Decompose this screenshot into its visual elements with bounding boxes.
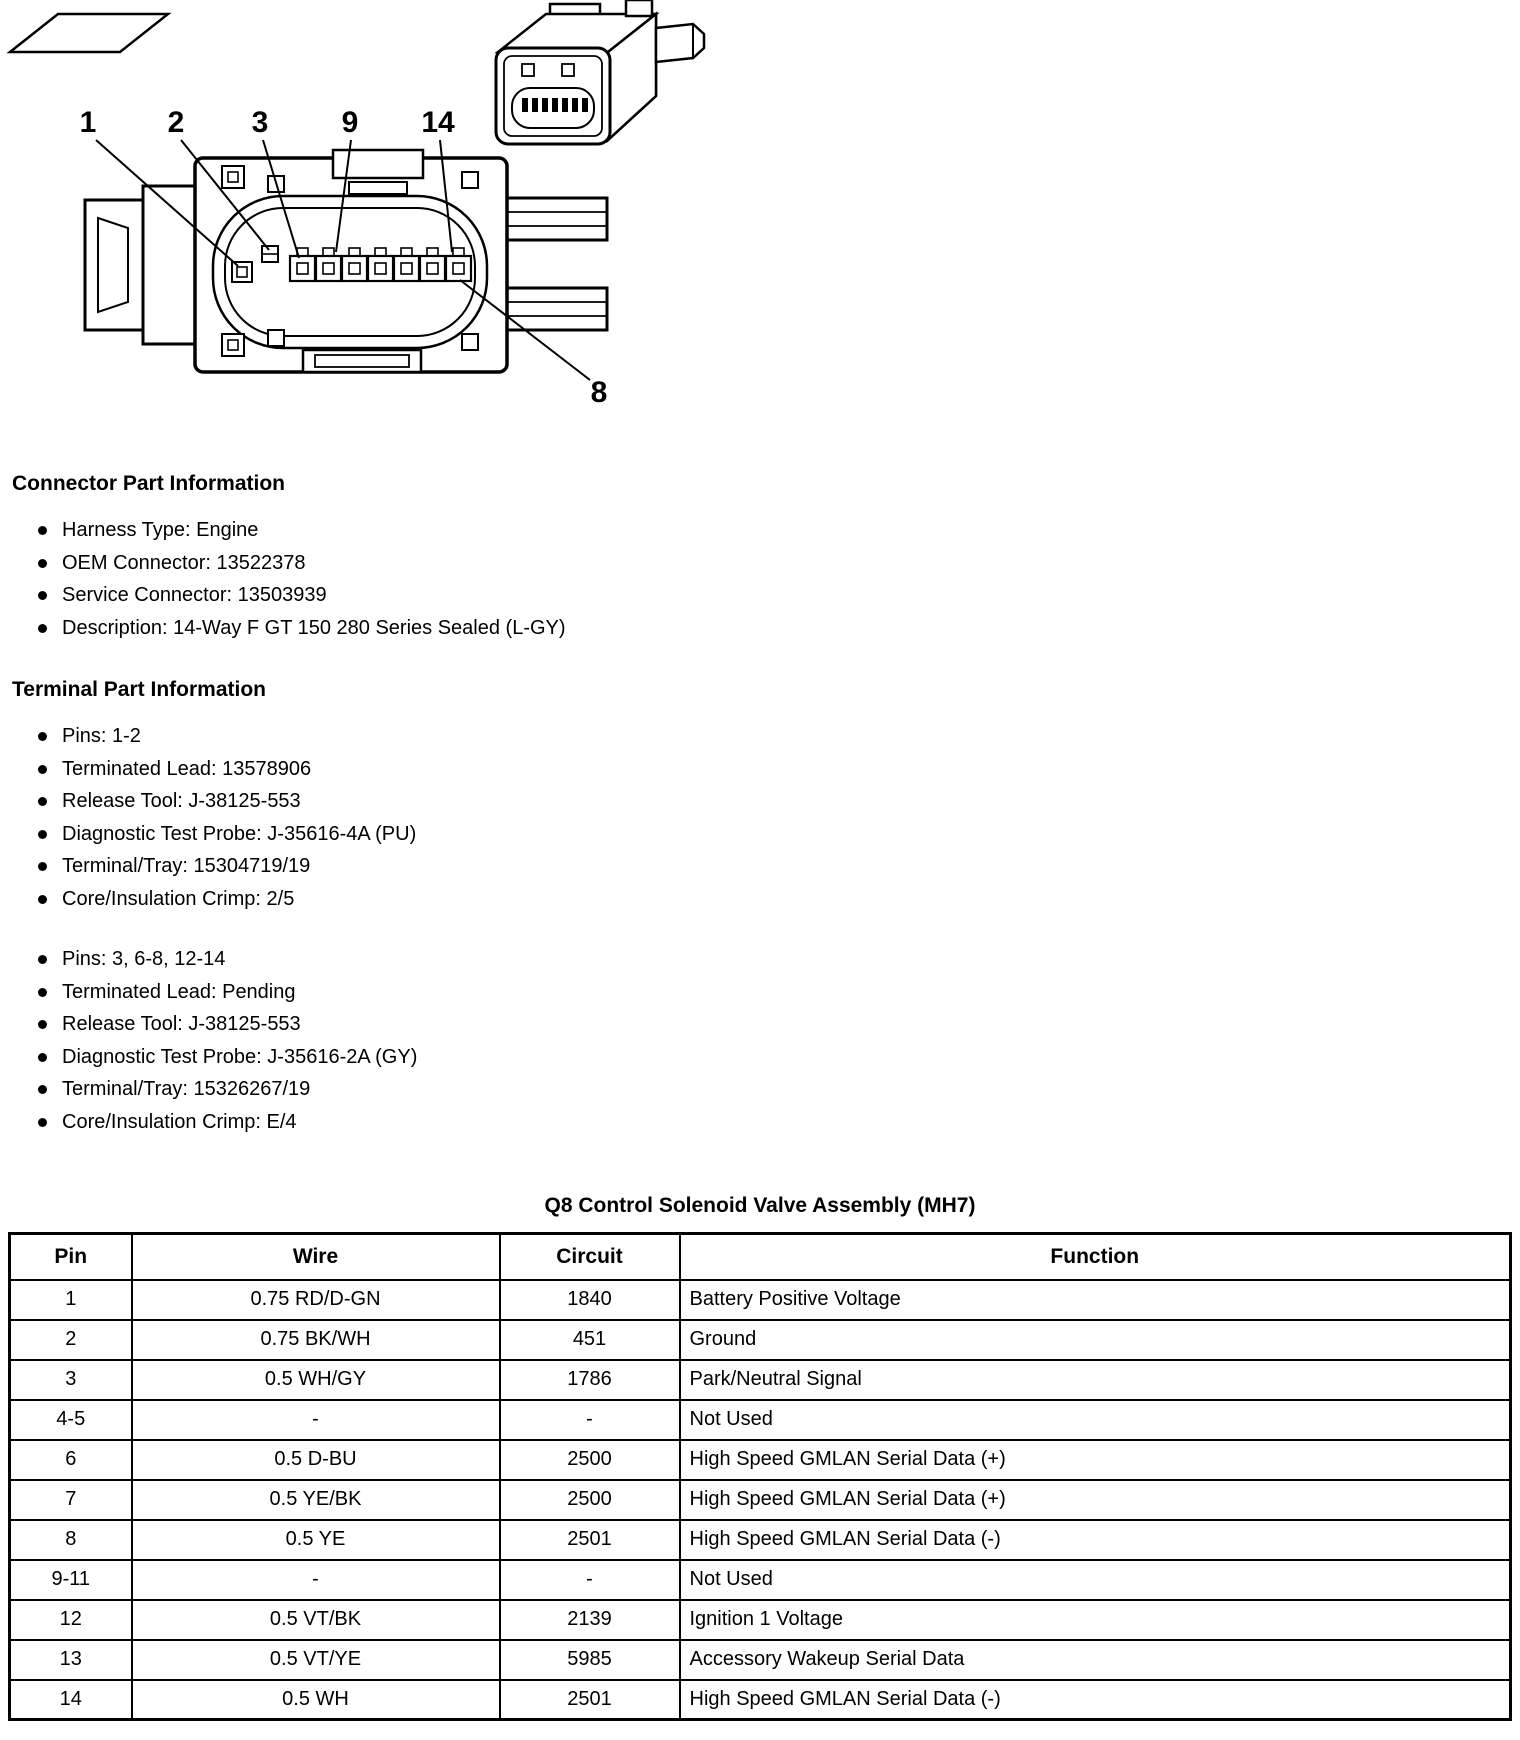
table-cell: 4-5 — [10, 1400, 132, 1440]
bullet-item: Description: 14-Way F GT 150 280 Series Sealed (L-GY) — [36, 612, 1520, 645]
table-row — [10, 1560, 1511, 1600]
table-cell: 0.5 WH — [132, 1680, 500, 1720]
connector-diagram-svg — [0, 0, 760, 420]
bullet-item: Terminated Lead: Pending — [36, 976, 1520, 1009]
table-cell: High Speed GMLAN Serial Data (+) — [680, 1480, 1511, 1520]
bullet-item: Diagnostic Test Probe: J-35616-2A (GY) — [36, 1041, 1520, 1074]
bullet-item: Diagnostic Test Probe: J-35616-4A (PU) — [36, 818, 1520, 851]
callout-pin-8: 8 — [590, 376, 608, 409]
connector-isometric-view-parts — [496, 0, 704, 144]
bullet-item: Service Connector: 13503939 — [36, 579, 1520, 612]
table-cell: Not Used — [680, 1560, 1511, 1600]
pinout-table — [8, 1232, 1512, 1721]
table-cell: High Speed GMLAN Serial Data (-) — [680, 1520, 1511, 1560]
table-cell: 14 — [10, 1680, 132, 1720]
bullet-item: Terminal/Tray: 15304719/19 — [36, 850, 1520, 883]
table-cell: 0.75 BK/WH — [132, 1320, 500, 1360]
bullet-item: Pins: 1-2 — [36, 720, 1520, 753]
table-cell: 1786 — [500, 1360, 680, 1400]
col-header-pin: Pin — [10, 1234, 132, 1280]
col-header-circuit: Circuit — [500, 1234, 680, 1280]
table-cell: Ground — [680, 1320, 1511, 1360]
table-header-row — [10, 1234, 1511, 1280]
table-row — [10, 1400, 1511, 1440]
table-cell: 0.5 VT/BK — [132, 1600, 500, 1640]
table-cell: 6 — [10, 1440, 132, 1480]
table-cell: 0.75 RD/D-GN — [132, 1280, 500, 1320]
table-cell: 9-11 — [10, 1560, 132, 1600]
table-cell: 451 — [500, 1320, 680, 1360]
table-cell: 13 — [10, 1640, 132, 1680]
terminal-part-info-list-2 — [36, 943, 1520, 1138]
table-cell: High Speed GMLAN Serial Data (+) — [680, 1440, 1511, 1480]
table-cell: Park/Neutral Signal — [680, 1360, 1511, 1400]
table-cell: Ignition 1 Voltage — [680, 1600, 1511, 1640]
table-cell: 2501 — [500, 1520, 680, 1560]
callout-pin-2: 2 — [167, 106, 185, 139]
table-cell: 1840 — [500, 1280, 680, 1320]
table-cell: Accessory Wakeup Serial Data — [680, 1640, 1511, 1680]
table-cell: 12 — [10, 1600, 132, 1640]
col-header-wire: Wire — [132, 1234, 500, 1280]
terminal-part-info-list-1 — [36, 720, 1520, 915]
pinout-table-title: Q8 Control Solenoid Valve Assembly (MH7) — [544, 1194, 976, 1217]
connector-diagram — [0, 0, 760, 420]
bullet-item: Terminal/Tray: 15326267/19 — [36, 1073, 1520, 1106]
table-cell: 2501 — [500, 1680, 680, 1720]
table-cell: - — [132, 1400, 500, 1440]
table-cell: Not Used — [680, 1400, 1511, 1440]
callout-pin-1: 1 — [79, 106, 97, 139]
table-row — [10, 1320, 1511, 1360]
table-cell: 2 — [10, 1320, 132, 1360]
table-cell: - — [132, 1560, 500, 1600]
table-cell: 0.5 WH/GY — [132, 1360, 500, 1400]
table-cell: 2500 — [500, 1480, 680, 1520]
table-cell: 5985 — [500, 1640, 680, 1680]
bullet-item: Pins: 3, 6-8, 12-14 — [36, 943, 1520, 976]
bullet-item: Release Tool: J-38125-553 — [36, 1008, 1520, 1041]
table-cell: 0.5 YE — [132, 1520, 500, 1560]
bullet-item: OEM Connector: 13522378 — [36, 547, 1520, 580]
table-cell: 8 — [10, 1520, 132, 1560]
table-cell: - — [500, 1400, 680, 1440]
table-row — [10, 1520, 1511, 1560]
bullet-item: Terminated Lead: 13578906 — [36, 753, 1520, 786]
table-row — [10, 1280, 1511, 1320]
bullet-item: Core/Insulation Crimp: E/4 — [36, 1106, 1520, 1139]
table-cell: 3 — [10, 1360, 132, 1400]
table-cell: 0.5 YE/BK — [132, 1480, 500, 1520]
table-cell: 2500 — [500, 1440, 680, 1480]
table-cell: 0.5 D-BU — [132, 1440, 500, 1480]
table-cell: - — [500, 1560, 680, 1600]
table-cell: High Speed GMLAN Serial Data (-) — [680, 1680, 1511, 1720]
table-row — [10, 1440, 1511, 1480]
callout-pin-9: 9 — [341, 106, 359, 139]
table-cell: 7 — [10, 1480, 132, 1520]
connector-part-info-heading: Connector Part Information — [12, 472, 286, 495]
callout-pin-14: 14 — [421, 106, 455, 139]
bullet-item: Harness Type: Engine — [36, 514, 1520, 547]
table-row — [10, 1640, 1511, 1680]
col-header-function: Function — [680, 1234, 1511, 1280]
table-cell: Battery Positive Voltage — [680, 1280, 1511, 1320]
bullet-item: Core/Insulation Crimp: 2/5 — [36, 883, 1520, 916]
bullet-item: Release Tool: J-38125-553 — [36, 785, 1520, 818]
table-cell: 2139 — [500, 1600, 680, 1640]
table-cell: 1 — [10, 1280, 132, 1320]
table-row — [10, 1360, 1511, 1400]
callout-pin-3: 3 — [251, 106, 269, 139]
pinout-table-body — [10, 1280, 1511, 1720]
table-row — [10, 1680, 1511, 1720]
table-cell: 0.5 VT/YE — [132, 1640, 500, 1680]
table-row — [10, 1480, 1511, 1520]
connector-part-info-list — [36, 514, 1520, 644]
terminal-part-info-heading: Terminal Part Information — [12, 678, 266, 701]
table-row — [10, 1600, 1511, 1640]
